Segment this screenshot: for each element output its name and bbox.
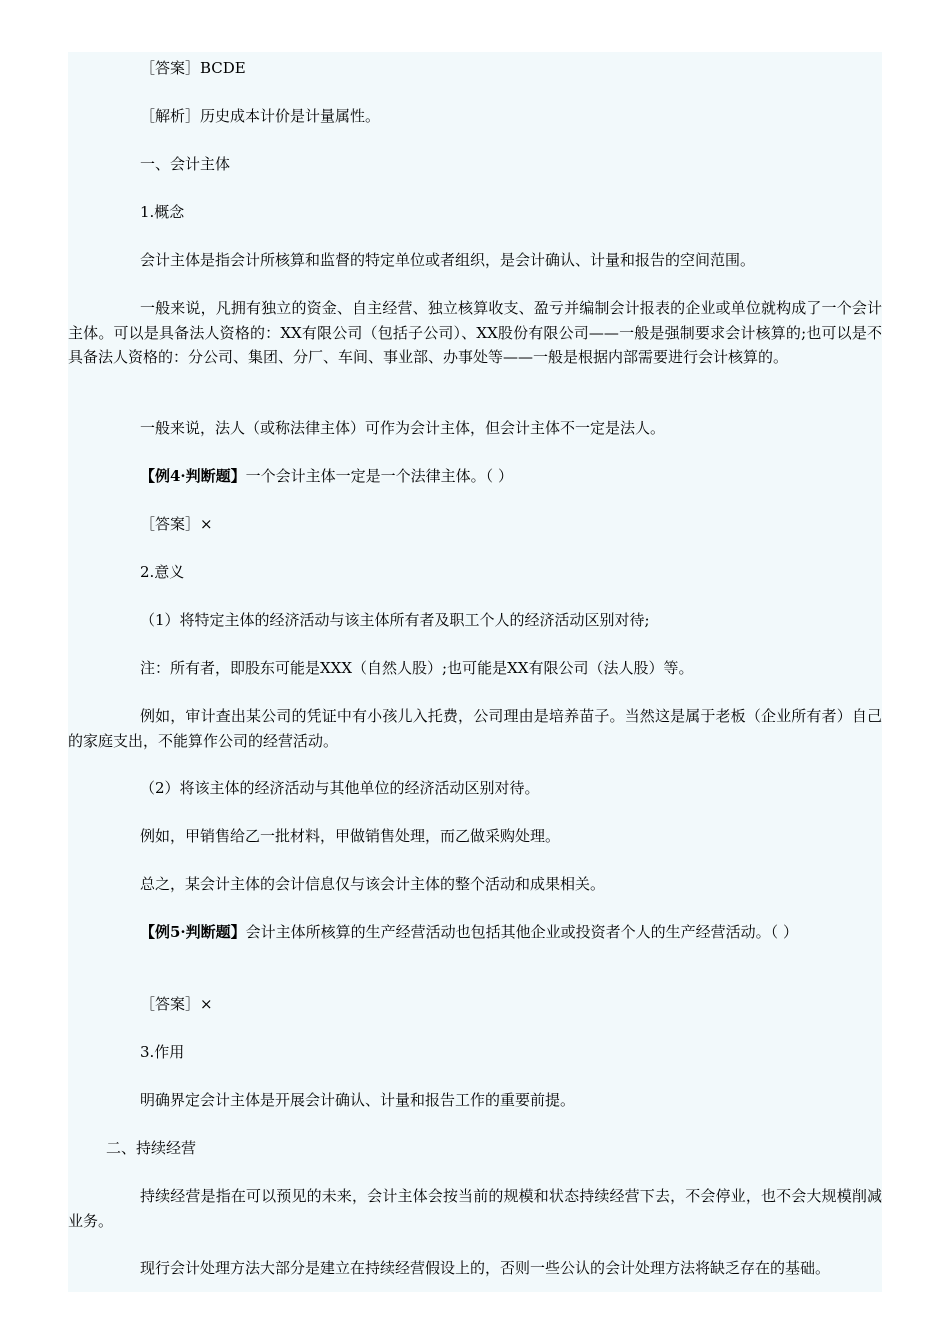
subheading-significance: 2.意义 [140, 563, 185, 581]
paragraph-example-audit: 例如，审计查出某公司的凭证中有小孩儿入托费，公司理由是培养苗子。当然这是属于老板（企业所有者）自己的家庭支出，不能算作公司的经营活动。 [68, 707, 882, 750]
example-label: 【例5·判断题】 [140, 923, 246, 941]
answer-paragraph: ［答案］BCDE [140, 59, 246, 77]
analysis-paragraph: ［解析］历史成本计价是计量属性。 [140, 107, 381, 125]
example-text: 一个会计主体一定是一个法律主体。（ ） [245, 467, 513, 485]
paragraph-definition: 会计主体是指会计所核算和监督的特定单位或者组织，是会计确认、计量和报告的空间范围。 [140, 251, 756, 269]
paragraph-note: 注：所有者，即股东可能是XXX（自然人股）;也可能是XX有限公司（法人股）等。 [140, 659, 694, 677]
section-heading-going-concern: 二、持续经营 [106, 1139, 197, 1157]
example-question-4 [68, 464, 882, 489]
document-page [68, 52, 882, 1292]
example-question-5 [68, 920, 882, 945]
section-heading-accounting-entity: 一、会计主体 [140, 155, 231, 173]
paragraph-summary: 总之，某会计主体的会计信息仅与该会计主体的整个活动和成果相关。 [140, 875, 606, 893]
paragraph-significance-2: （2）将该主体的经济活动与其他单位的经济活动区别对待。 [140, 779, 540, 797]
subheading-function: 3.作用 [140, 1043, 185, 1061]
example-label: 【例4·判断题】 [140, 467, 246, 485]
subheading-concept: 1.概念 [140, 203, 185, 221]
paragraph-example-sales: 例如，甲销售给乙一批材料，甲做销售处理，而乙做采购处理。 [140, 827, 561, 845]
paragraph-going-concern-basis: 现行会计处理方法大部分是建立在持续经营假设上的，否则一些公认的会计处理方法将缺乏存在的基础。 [140, 1259, 831, 1277]
answer-paragraph: ［答案］× [140, 515, 213, 533]
paragraph-going-concern-definition: 持续经营是指在可以预见的未来，会计主体会按当前的规模和状态持续经营下去，不会停业，也不会大规模削减业务。 [68, 1187, 882, 1230]
paragraph-general-explanation: 一般来说，凡拥有独立的资金、自主经营、独立核算收支、盈亏并编制会计报表的企业或单位就构成了一个会计主体。可以是具备法人资格的：XX有限公司（包括子公司）、XX股份有限公司——一般是强制要求会计核算的;也可以是不具备法人资格的：分公司、集团、分厂、车间、事业部、办事处等——一般是根据内部需要进行会计核算的。 [68, 299, 882, 366]
example-text: 会计主体所核算的生产经营活动也包括其他企业或投资者个人的生产经营活动。（ ） [245, 923, 798, 941]
paragraph-legal-entity: 一般来说，法人（或称法律主体）可作为会计主体，但会计主体不一定是法人。 [140, 419, 666, 437]
answer-paragraph: ［答案］× [140, 995, 213, 1013]
paragraph-significance-1: （1）将特定主体的经济活动与该主体所有者及职工个人的经济活动区别对待; [140, 611, 650, 629]
paragraph-function: 明确界定会计主体是开展会计确认、计量和报告工作的重要前提。 [140, 1091, 576, 1109]
